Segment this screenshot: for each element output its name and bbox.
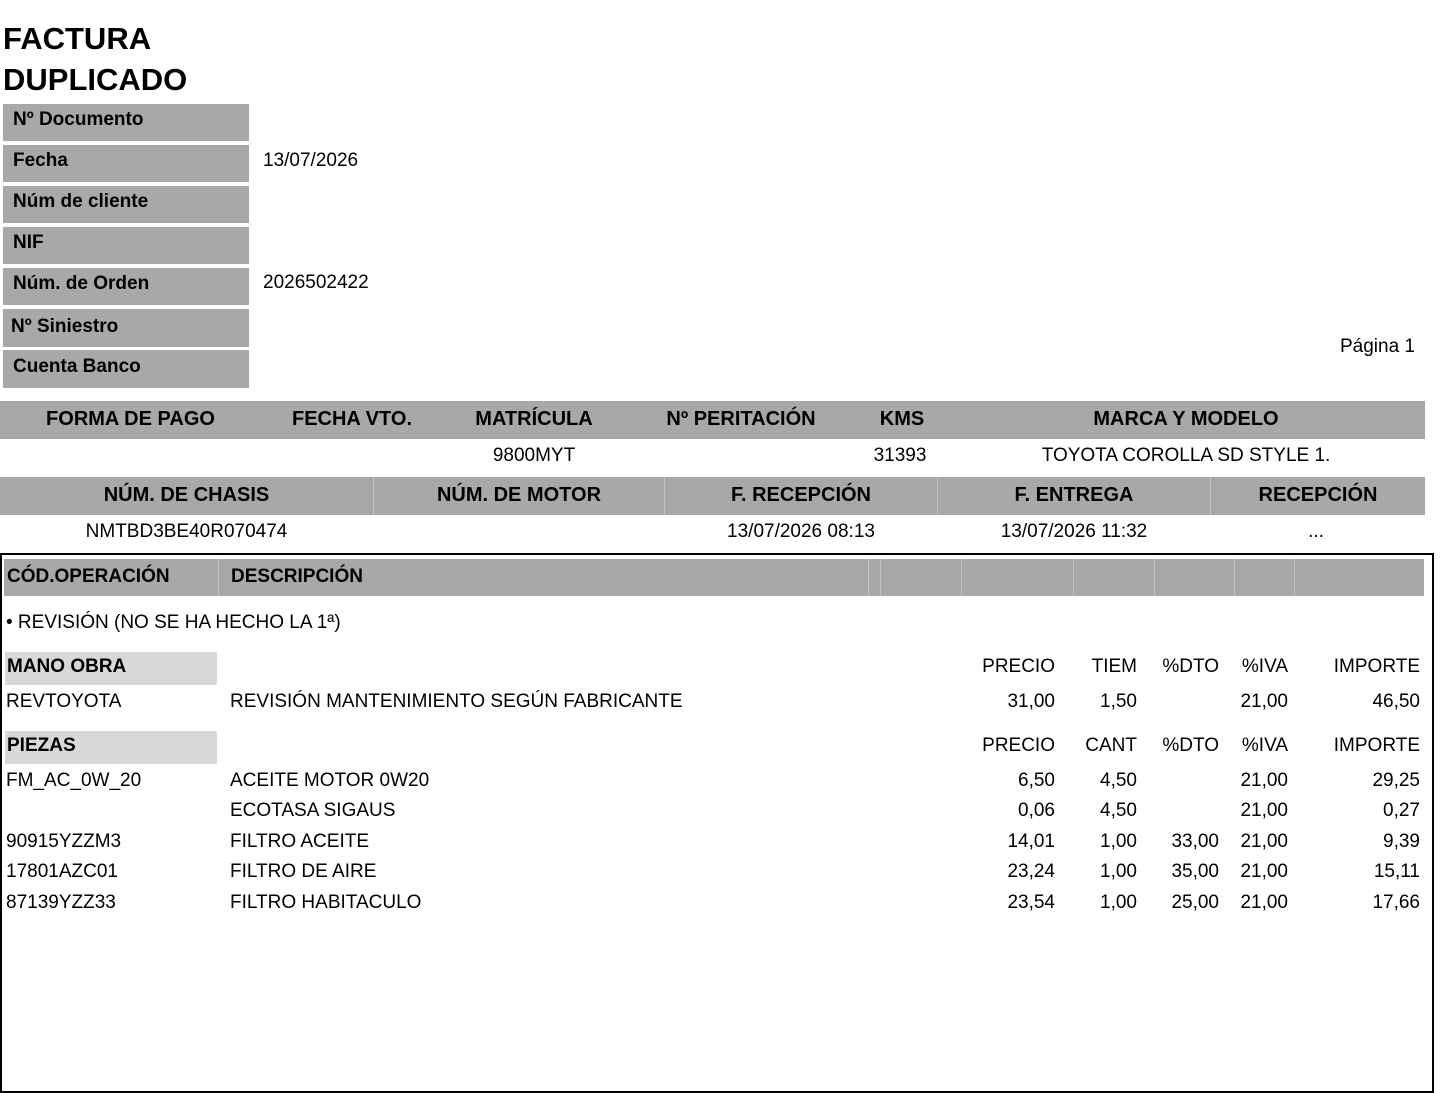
client-number-label: Núm de cliente bbox=[3, 186, 249, 223]
header-payment-method: FORMA DE PAGO bbox=[46, 408, 215, 430]
part-code: 17801AZC01 bbox=[6, 861, 118, 882]
header-delivery-date: F. ENTREGA bbox=[1014, 484, 1134, 506]
part-description: FILTRO DE AIRE bbox=[230, 861, 377, 882]
part-discount: 35,00 bbox=[1171, 861, 1219, 882]
page-number: Página 1 bbox=[1339, 336, 1415, 357]
parts-header-quantity: CANT bbox=[1085, 735, 1137, 756]
labor-section-title: MANO OBRA bbox=[5, 652, 217, 685]
part-amount: 29,25 bbox=[1372, 770, 1420, 791]
part-amount: 9,39 bbox=[1383, 831, 1420, 852]
labor-header-vat: %IVA bbox=[1241, 656, 1288, 677]
band-separator bbox=[868, 559, 869, 596]
part-vat: 21,00 bbox=[1240, 861, 1288, 882]
part-vat: 21,00 bbox=[1240, 892, 1288, 913]
part-quantity: 4,50 bbox=[1100, 770, 1137, 791]
part-price: 0,06 bbox=[1018, 800, 1055, 821]
part-price: 14,01 bbox=[1007, 831, 1055, 852]
part-code: FM_AC_0W_20 bbox=[6, 770, 142, 791]
labor-header-discount: %DTO bbox=[1162, 656, 1219, 677]
part-amount: 17,66 bbox=[1372, 892, 1420, 913]
labor-vat: 21,00 bbox=[1240, 691, 1288, 712]
band-separator bbox=[1154, 559, 1155, 596]
part-price: 23,54 bbox=[1007, 892, 1055, 913]
license-plate-value: 9800MYT bbox=[492, 445, 576, 466]
part-discount: 33,00 bbox=[1171, 831, 1219, 852]
reception-value: ... bbox=[1308, 521, 1324, 542]
part-code: 90915YZZM3 bbox=[6, 831, 122, 852]
part-description: FILTRO HABITACULO bbox=[230, 892, 422, 913]
header-engine-number: NÚM. DE MOTOR bbox=[436, 484, 602, 506]
parts-header-price: PRECIO bbox=[982, 735, 1055, 756]
chassis-number-value: NMTBD3BE40R070474 bbox=[85, 521, 288, 542]
document-title: FACTURA bbox=[3, 21, 152, 56]
parts-header-amount: IMPORTE bbox=[1333, 735, 1420, 756]
part-description: ACEITE MOTOR 0W20 bbox=[230, 770, 430, 791]
band-separator bbox=[961, 559, 962, 596]
part-amount: 15,11 bbox=[1373, 861, 1420, 882]
date-value: 13/07/2026 bbox=[263, 150, 359, 171]
delivery-date-value: 13/07/2026 11:32 bbox=[1000, 521, 1148, 542]
part-price: 23,24 bbox=[1007, 861, 1055, 882]
part-amount: 0,27 bbox=[1383, 800, 1420, 821]
invoice-detail-box bbox=[0, 553, 1434, 1093]
labor-code: REVTOYOTA bbox=[6, 691, 122, 712]
part-quantity: 1,00 bbox=[1100, 831, 1137, 852]
header-description: DESCRIPCIÓN bbox=[231, 566, 363, 587]
part-quantity: 1,00 bbox=[1100, 861, 1137, 882]
vehicle-header-band bbox=[0, 401, 1425, 439]
header-reception-date: F. RECEPCIÓN bbox=[730, 484, 872, 506]
part-price: 6,50 bbox=[1018, 770, 1055, 791]
bank-account-label: Cuenta Banco bbox=[3, 350, 249, 388]
labor-description: REVISIÓN MANTENIMIENTO SEGÚN FABRICANTE bbox=[230, 691, 683, 712]
part-vat: 21,00 bbox=[1240, 831, 1288, 852]
header-operation-code: CÓD.OPERACIÓN bbox=[7, 566, 170, 587]
doc-number-label: Nº Documento bbox=[3, 104, 249, 141]
kms-value: 31393 bbox=[873, 445, 927, 466]
reception-date-value: 13/07/2026 08:13 bbox=[727, 521, 875, 542]
band-separator bbox=[880, 559, 881, 596]
nif-label: NIF bbox=[3, 227, 249, 264]
labor-header-price: PRECIO bbox=[982, 656, 1055, 677]
claim-number-label: Nº Siniestro bbox=[3, 309, 249, 347]
header-appraisal-number: Nº PERITACIÓN bbox=[666, 408, 816, 430]
part-discount: 25,00 bbox=[1171, 892, 1219, 913]
band-separator bbox=[1073, 559, 1074, 596]
order-number-value: 2026502422 bbox=[263, 272, 369, 293]
part-description: FILTRO ACEITE bbox=[230, 831, 370, 852]
labor-header-time: TIEM bbox=[1091, 656, 1137, 677]
part-code: 87139YZZ33 bbox=[6, 892, 116, 913]
detail-header-band bbox=[4, 559, 1424, 596]
header-license-plate: MATRÍCULA bbox=[475, 408, 593, 430]
part-quantity: 4,50 bbox=[1100, 800, 1137, 821]
band-separator bbox=[218, 559, 219, 596]
parts-section-title: PIEZAS bbox=[5, 731, 217, 764]
header-kms: KMS bbox=[879, 408, 925, 430]
part-description: ECOTASA SIGAUS bbox=[230, 800, 396, 821]
header-make-model: MARCA Y MODELO bbox=[1093, 408, 1279, 430]
date-label: Fecha bbox=[3, 145, 249, 182]
make-model-value: TOYOTA COROLLA SD STYLE 1. bbox=[1041, 445, 1331, 466]
header-reception: RECEPCIÓN bbox=[1258, 484, 1378, 506]
part-quantity: 1,00 bbox=[1100, 892, 1137, 913]
labor-amount: 46,50 bbox=[1372, 691, 1420, 712]
document-subtitle: DUPLICADO bbox=[3, 62, 188, 97]
labor-time: 1,50 bbox=[1100, 691, 1137, 712]
band-separator bbox=[1294, 559, 1295, 596]
header-chassis-number: NÚM. DE CHASIS bbox=[103, 484, 270, 506]
part-vat: 21,00 bbox=[1240, 800, 1288, 821]
labor-price: 31,00 bbox=[1007, 691, 1055, 712]
parts-header-discount: %DTO bbox=[1162, 735, 1219, 756]
parts-header-vat: %IVA bbox=[1241, 735, 1288, 756]
order-number-label: Núm. de Orden bbox=[3, 268, 249, 305]
reception-header-band bbox=[0, 477, 1425, 515]
header-due-date: FECHA VTO. bbox=[291, 408, 412, 430]
operation-title: • REVISIÓN (NO SE HA HECHO LA 1ª) bbox=[6, 612, 341, 633]
part-vat: 21,00 bbox=[1240, 770, 1288, 791]
band-separator bbox=[1234, 559, 1235, 596]
labor-header-amount: IMPORTE bbox=[1333, 656, 1420, 677]
